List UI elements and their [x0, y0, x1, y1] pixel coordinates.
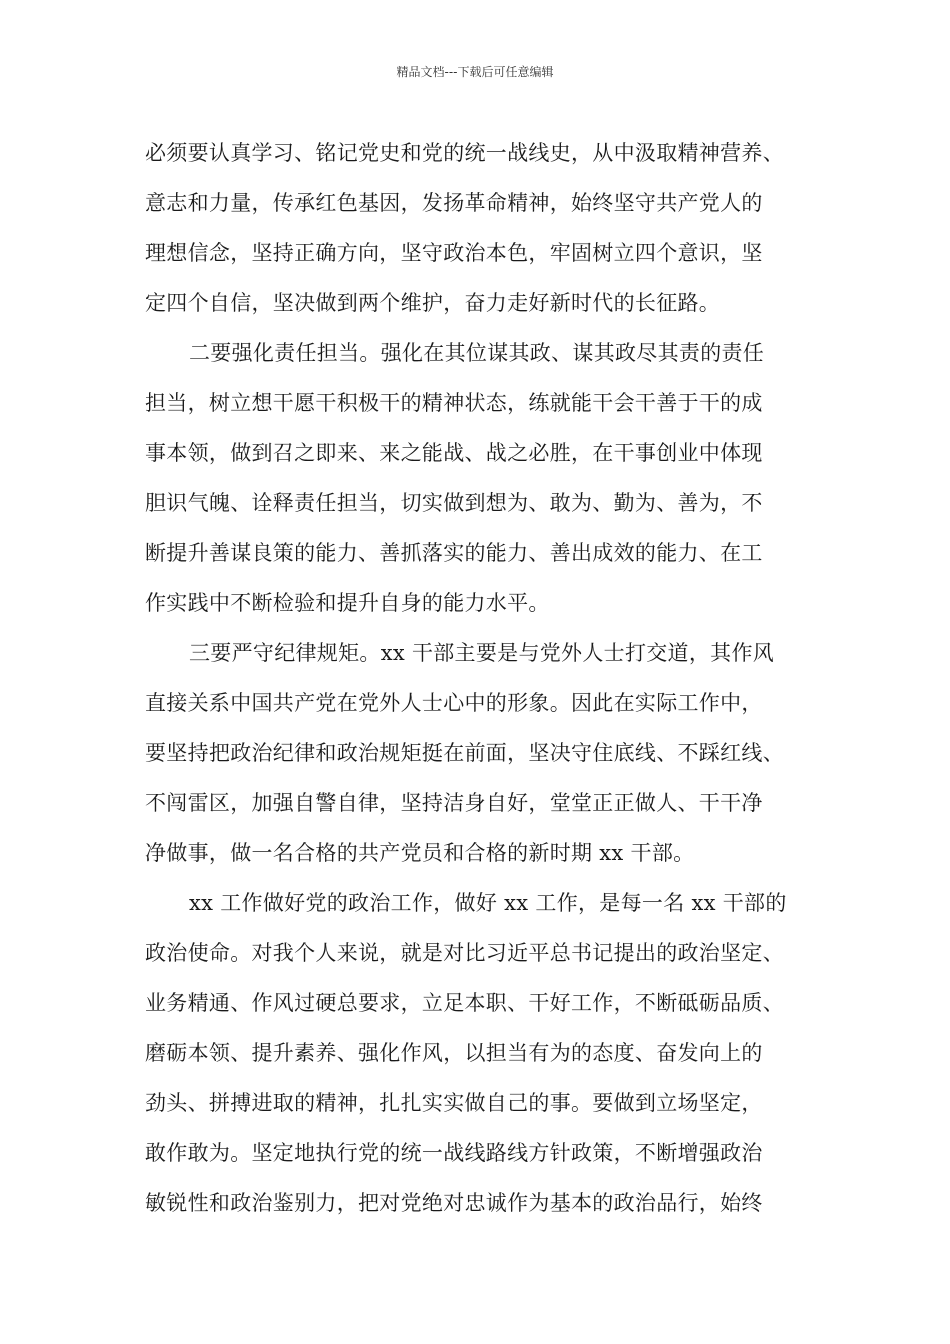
paragraph-first-line: 二要强化责任担当。强化在其位谋其政、谋其政尽其责的责任 — [189, 341, 765, 365]
text-line: 直接关系中国共产党在党外人士心中的形象。因此在实际工作中， — [145, 691, 763, 715]
text-line: 业务精通、作风过硬总要求，立足本职、干好工作，不断砥砺品质、 — [145, 991, 784, 1015]
text-line: 事本领，做到召之即来、来之能战、战之必胜，在干事创业中体现 — [145, 441, 763, 465]
text-line: 必须要认真学习、铭记党史和党的统一战线史，从中汲取精神营养、 — [145, 141, 784, 165]
document-body — [145, 128, 815, 1228]
text-line: 定四个自信，坚决做到两个维护，奋力走好新时代的长征路。 — [145, 291, 721, 315]
page-header: 精品文档---下载后可任意编辑 — [396, 65, 554, 79]
paragraph-first-line: 三要严守纪律规矩。xx 干部主要是与党外人士打交道，其作风 — [189, 641, 775, 665]
text-line: 要坚持把政治纪律和政治规矩挺在前面，坚决守住底线、不踩红线、 — [145, 741, 784, 765]
text-line: 理想信念，坚持正确方向，坚守政治本色，牢固树立四个意识，坚 — [145, 241, 763, 265]
text-line: 政治使命。对我个人来说，就是对比习近平总书记提出的政治坚定、 — [145, 941, 784, 965]
text-line: 敏锐性和政治鉴别力，把对党绝对忠诚作为基本的政治品行，始终 — [145, 1191, 763, 1215]
text-line: 胆识气魄、诠释责任担当，切实做到想为、敢为、勤为、善为，不 — [145, 491, 763, 515]
text-line: 意志和力量，传承红色基因，发扬革命精神，始终坚守共产党人的 — [145, 191, 763, 215]
paragraph-first-line: xx 工作做好党的政治工作，做好 xx 工作，是每一名 xx 干部的 — [189, 891, 787, 915]
text-line: 劲头、拼搏进取的精神，扎扎实实做自己的事。要做到立场坚定， — [145, 1091, 763, 1115]
text-line: 不闯雷区，加强自警自律，坚持洁身自好，堂堂正正做人、干干净 — [145, 791, 763, 815]
text-line: 磨砺本领、提升素养、强化作风，以担当有为的态度、奋发向上的 — [145, 1041, 763, 1065]
text-line: 作实践中不断检验和提升自身的能力水平。 — [145, 591, 550, 615]
text-line: 敢作敢为。坚定地执行党的统一战线路线方针政策，不断增强政治 — [145, 1141, 763, 1165]
text-line: 净做事，做一名合格的共产党员和合格的新时期 xx 干部。 — [145, 841, 695, 865]
text-line: 断提升善谋良策的能力、善抓落实的能力、善出成效的能力、在工 — [145, 541, 763, 565]
text-line: 担当，树立想干愿干积极干的精神状态，练就能干会干善于干的成 — [145, 391, 763, 415]
